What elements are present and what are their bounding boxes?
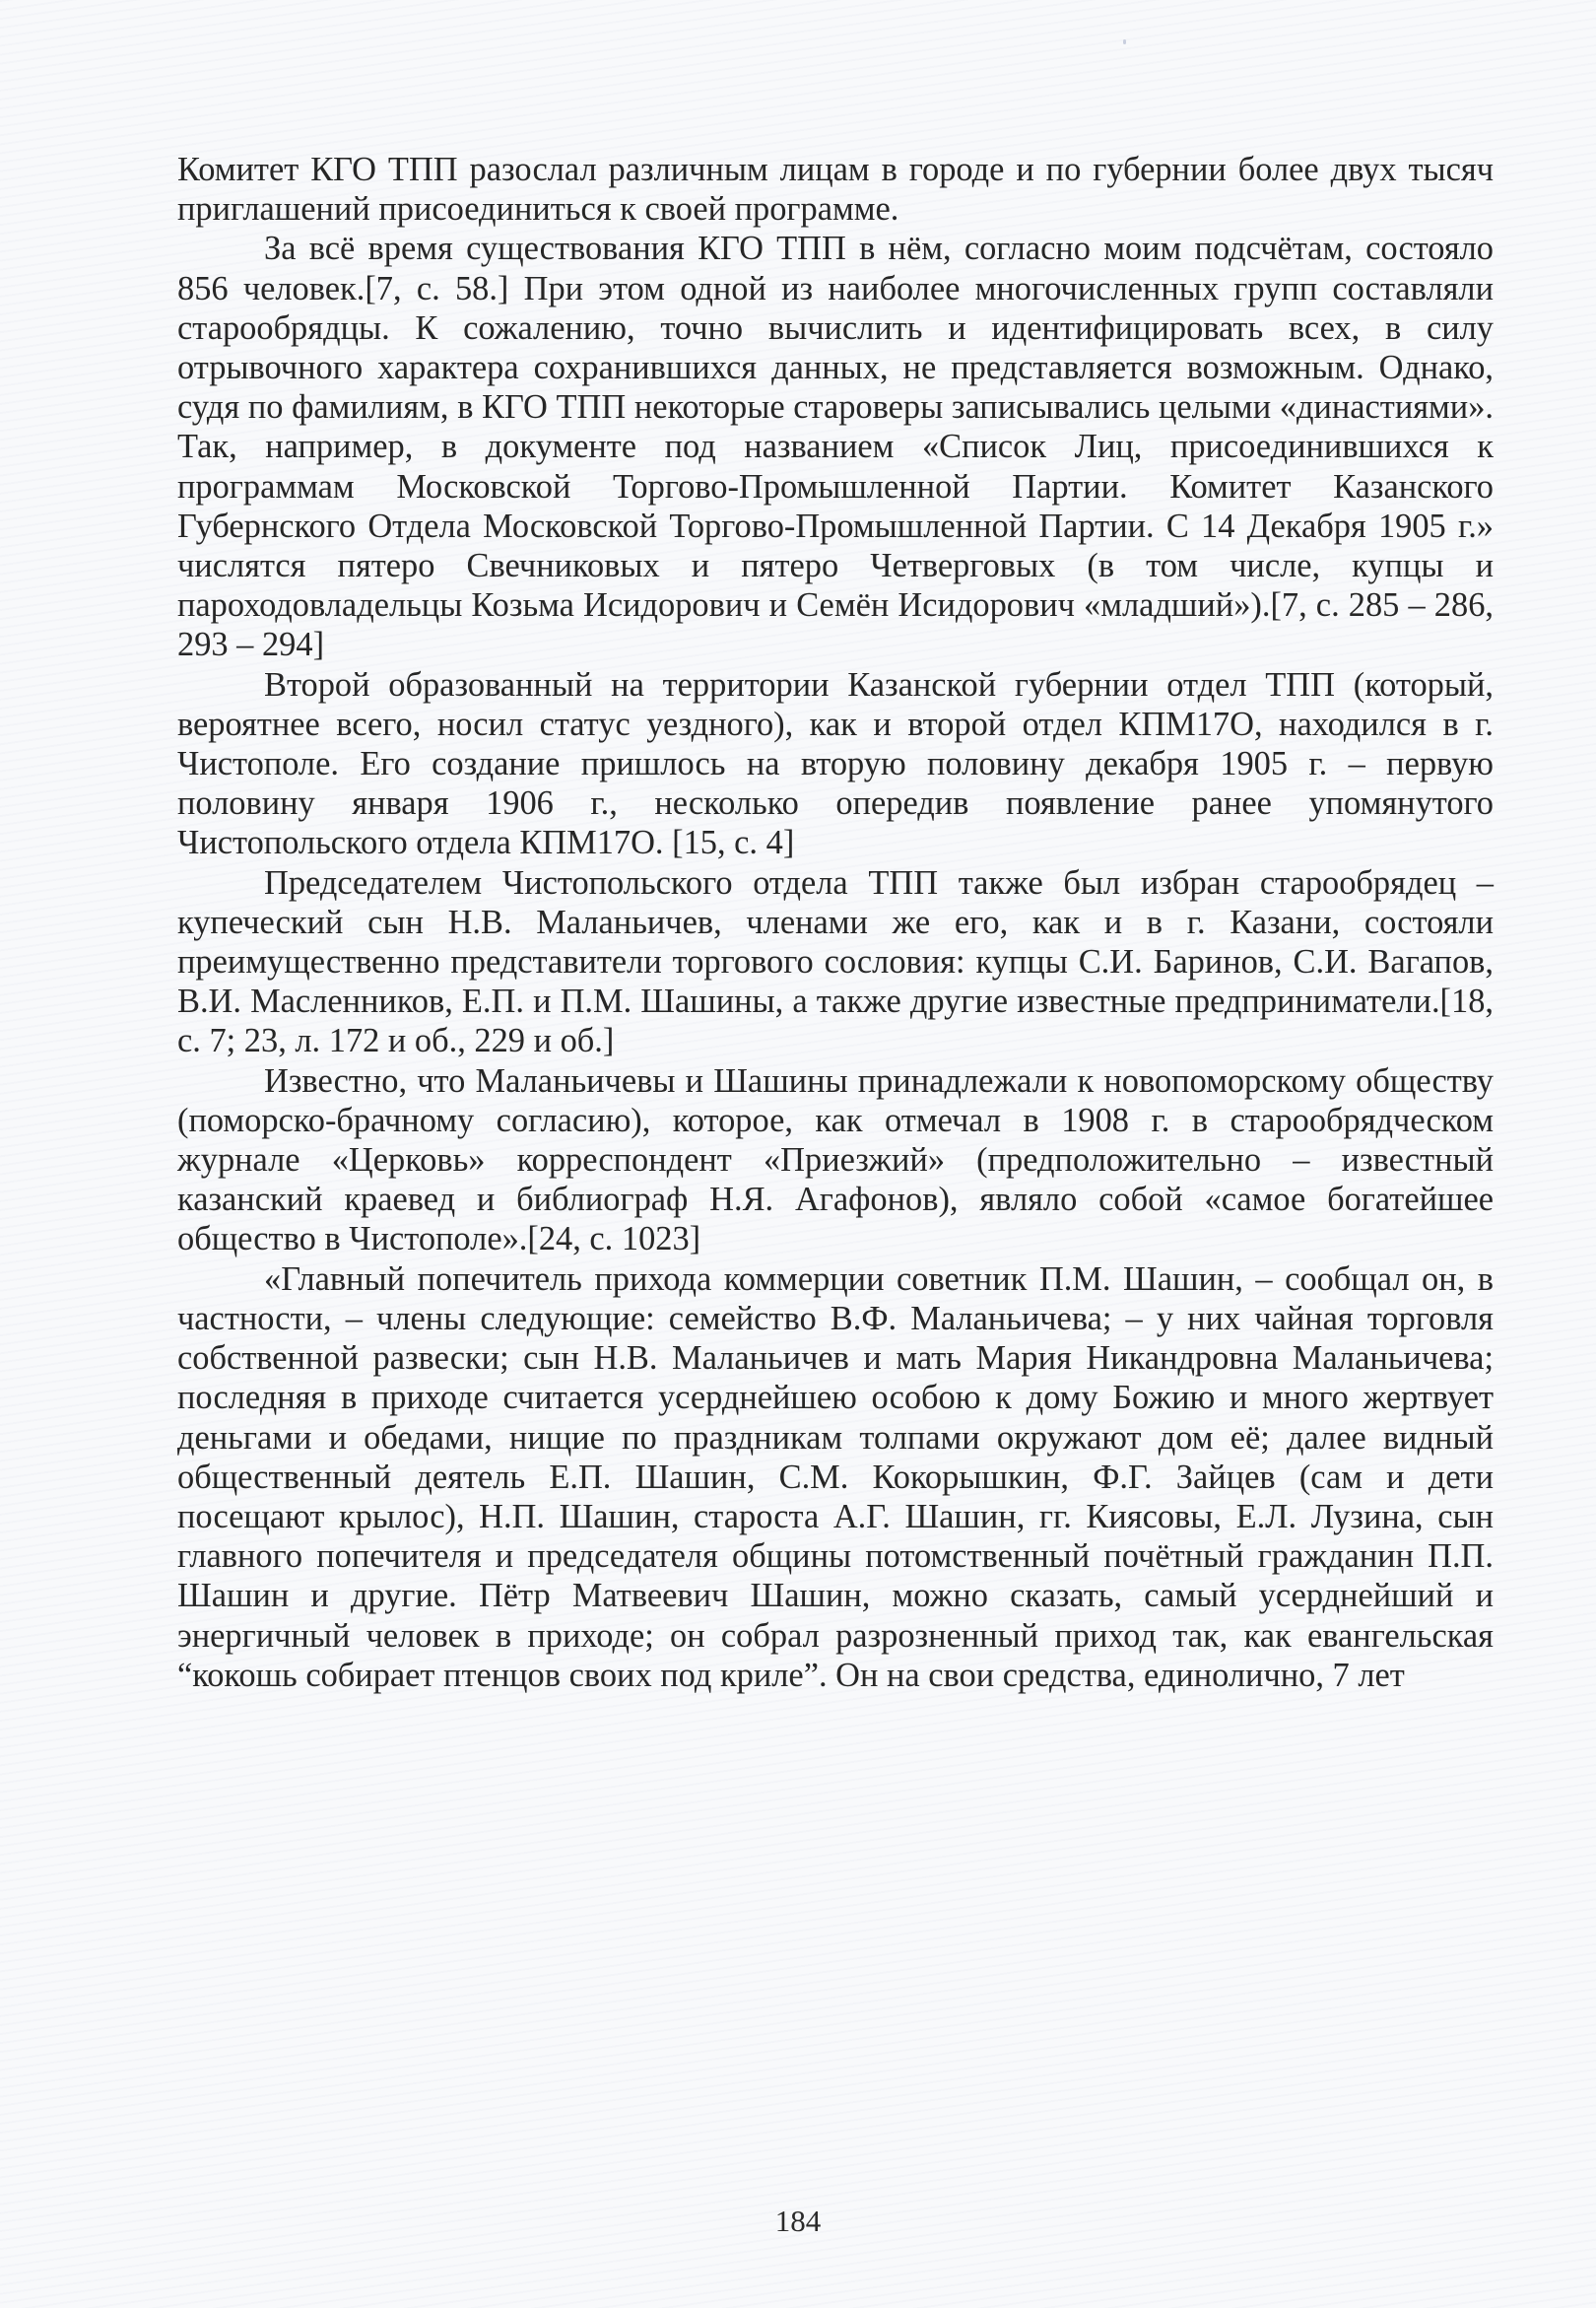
paragraph-5: Известно, что Маланьичевы и Шашины принадлежали к новопоморскому обществу (поморско-брачному согласию), которое, как отмечал в 1908 г. в старообрядческом журнале «Церковь» корреспондент «Приезжий» (предположительно – известный казанский краевед и библиограф Н.Я. Агафонов), являло собой «самое богатейшее общество в Чистополе».[24, с. 1023] bbox=[177, 1061, 1494, 1258]
paragraph-1: Комитет КГО ТПП разослал различным лицам в городе и по губернии более двух тысяч приглашений присоединиться к своей программе. bbox=[177, 151, 1494, 229]
body-text bbox=[177, 150, 1494, 1695]
scan-speck bbox=[1123, 39, 1126, 44]
paragraph-4: Председателем Чистопольского отдела ТПП также был избран старообрядец – купеческий сын Н.В. Маланьичев, членами же его, как и в г. Казани, состояли преимущественно представители торгового сословия: купцы С.И. Баринов, С.И. Вагапов, В.И. Масленников, Е.П. и П.М. Шашины, а также другие известные предприниматели.[18, с. 7; 23, л. 172 и об., 229 и об.] bbox=[177, 863, 1494, 1060]
paragraph-6: «Главный попечитель прихода коммерции советник П.М. Шашин, – сообщал он, в частности, – члены следующие: семейство В.Ф. Маланьичева; – у них чайная торговля собственной развески; сын Н.В. Маланьичев и мать Мария Никандровна Маланьичева; последняя в приходе считается усерднейшею особою к дому Божию и много жертвует деньгами и обедами, нищие по праздникам толпами окружают дом её; далее видный общественный деятель Е.П. Шашин, С.М. Кокорышкин, Ф.Г. Зайцев (сам и дети посещают крылос), Н.П. Шашин, староста А.Г. Шашин, гг. Киясовы, Е.Л. Лузина, сын главного попечителя и председателя общины потомственный почётный гражданин П.П. Шашин и другие. Пётр Матвеевич Шашин, можно сказать, самый усерднейший и энергичный человек в приходе; он собрал разрозненный приход так, как евангельская “кокошь собирает птенцов своих под криле”. Он на свои средства, единолично, 7 лет bbox=[177, 1259, 1494, 1694]
paragraph-3: Второй образованный на территории Казанской губернии отдел ТПП (который, вероятнее всего, носил статус уездного), как и второй отдел КПМ17О, находился в г. Чистополе. Его создание пришлось на вторую половину декабря 1905 г. – первую половину января 1906 г., несколько опередив появление ранее упомянутого Чистопольского отдела КПМ17О. [15, с. 4] bbox=[177, 665, 1494, 862]
paragraph-2: За всё время существования КГО ТПП в нём, согласно моим подсчётам, состояло 856 человек.[7, с. 58.] При этом одной из наиболее многочисленных групп составляли старообрядцы. К сожалению, точно вычислить и идентифицировать всех, в силу отрывочного характера сохранившихся данных, не представляется возможным. Однако, судя по фамилиям, в КГО ТПП некоторые староверы записывались целыми «династиями». Так, например, в документе под названием «Список Лиц, присоединившихся к программам Московской Торгово-Промышленной Партии. Комитет Казанского Губернского Отдела Московской Торгово-Промышленной Партии. С 14 Декабря 1905 г.» числятся пятеро Свечниковых и пятеро Четверговых (в том числе, купцы и пароходовладельцы Козьма Исидорович и Семён Исидорович «младший»).[7, с. 285 – 286, 293 – 294] bbox=[177, 230, 1494, 664]
page-number: 184 bbox=[774, 2204, 822, 2238]
